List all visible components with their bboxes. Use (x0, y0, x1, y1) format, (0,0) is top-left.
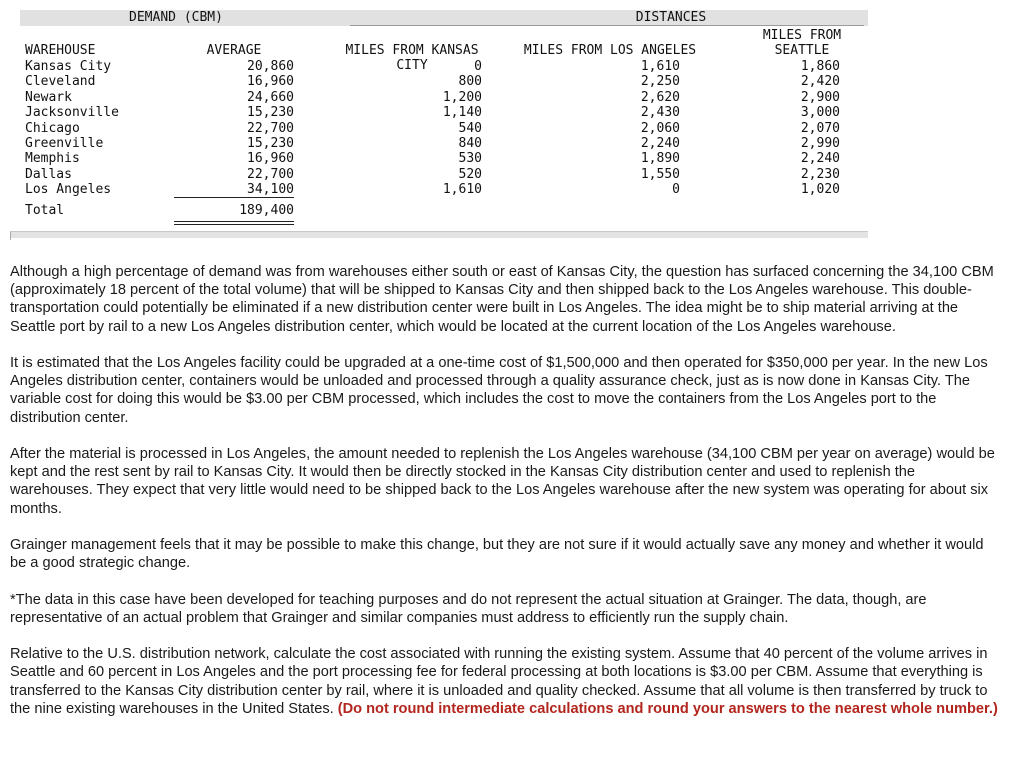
kansas-city-miles-cell: 800 (458, 74, 482, 90)
average-cell: 15,230 (247, 105, 294, 121)
table-group-header (20, 10, 868, 26)
paragraph: Although a high percentage of demand was from warehouses either south or east of Kansas City, the question has surfaced concerning the 34,100 CBM (approximately 18 percent of the total volume) that will be shipped to Kansas City and then shipped back to the Los Angeles warehouse. This double-transportation could potentially be eliminated if a new distribution center were built in Los Angeles. The idea might be to ship material arriving at the Seattle port by rail to a new Los Angeles distribution center, which would be located at the current location of the Los Angeles warehouse. (10, 264, 994, 335)
average-cell: 16,960 (247, 151, 294, 167)
los-angeles-miles-cell: 2,430 (640, 105, 680, 121)
seattle-miles-cell: 2,900 (800, 89, 840, 105)
los-angeles-miles-cell: 1,550 (640, 166, 680, 182)
question-text: Relative to the U.S. distribution network, calculate the cost associated with running the existing system. Assume that 40 percent of the volume arrives in Seattle and 60 percent in Los Angeles and the port processing fee for federal processing at both locations is $3.00 per CBM. Assume that everything is transferred to the Kansas City distribution center by rail, where it is unloaded and quality checked. Assume that all volume is then transferred by truck to the nine existing warehouses in the United States. (10, 646, 988, 717)
average-cell: 16,960 (247, 74, 294, 90)
question (10, 645, 1000, 718)
kansas-city-miles-cell: 1,610 (442, 182, 482, 198)
seattle-miles-cell: 2,990 (800, 135, 840, 151)
data-table (0, 0, 1024, 240)
warehouse-cell: Chicago (25, 120, 80, 136)
col-header-seattle (740, 28, 864, 59)
los-angeles-miles-cell: 2,060 (640, 120, 680, 136)
los-angeles-column (494, 59, 680, 198)
kansas-city-miles-cell: 0 (474, 59, 482, 74)
los-angeles-miles-cell: 0 (672, 182, 680, 198)
kansas-city-miles-cell: 1,140 (442, 105, 482, 121)
seattle-miles-cell: 1,020 (800, 182, 840, 198)
paragraph: After the material is processed in Los Angeles, the amount needed to replenish the Los Angeles warehouse (34,100 CBM per year on average) would be kept and the rest sent by rail to Kansas City. It would then be directly stocked in the Kansas City distribution center and used to replenish the warehouses. They expect that very little would need to be shipped back to the Los Angeles warehouse after the new system was operating for about six months. (10, 446, 995, 517)
rounding-instruction: (Do not round intermediate calculations and round your answers to the nearest whole number.) (337, 700, 998, 717)
kansas-city-column (336, 59, 482, 198)
seattle-column (740, 59, 840, 198)
seattle-miles-cell: 2,420 (800, 74, 840, 90)
seattle-miles-cell: 2,240 (800, 151, 840, 167)
warehouse-column (25, 59, 119, 198)
los-angeles-miles-cell: 2,620 (640, 89, 680, 105)
total-average: 189,400 (239, 203, 294, 218)
seattle-miles-cell: 2,230 (800, 166, 840, 182)
col-header-kansas-city: MILES FROM KANSAS CITY (345, 43, 479, 74)
average-cell: 22,700 (247, 166, 294, 182)
distances-underline (350, 25, 864, 26)
average-cell: 34,100 (247, 182, 294, 198)
warehouse-cell: Greenville (25, 135, 104, 151)
warehouse-cell: Memphis (25, 151, 80, 167)
kansas-city-miles-cell: 540 (458, 120, 482, 136)
table-footer-band (10, 231, 868, 238)
case-text (10, 263, 1000, 736)
los-angeles-miles-cell: 1,890 (640, 151, 680, 167)
los-angeles-miles-cell: 2,240 (640, 135, 680, 151)
total-double-rule-bottom (174, 224, 294, 225)
warehouse-cell: Jacksonville (25, 105, 119, 121)
col-header-average: AVERAGE (206, 43, 262, 58)
average-cell: 24,660 (247, 89, 294, 105)
kansas-city-miles-cell: 1,200 (442, 89, 482, 105)
average-cell: 22,700 (247, 120, 294, 136)
warehouse-cell: Los Angeles (25, 182, 112, 198)
average-cell: 15,230 (247, 135, 294, 151)
distances-group-header: DISTANCES (635, 10, 707, 25)
seattle-miles-cell: 1,860 (800, 59, 840, 74)
warehouse-cell: Cleveland (25, 74, 96, 90)
average-cell: 20,860 (247, 59, 294, 74)
seattle-miles-cell: 3,000 (800, 105, 840, 121)
col-header-los-angeles: MILES FROM LOS ANGELES (523, 43, 697, 58)
paragraph: It is estimated that the Los Angeles facility could be upgraded at a one-time cost of $1,500,000 and then operated for $350,000 per year. In the new Los Angeles distribution center, containers would be unloaded and processed through a quality assurance check, just as is now done in Kansas City. The variable cost for doing this would be $3.00 per CBM processed, which includes the cost to move the containers from the Los Angeles port to the distribution center. (10, 355, 988, 426)
kansas-city-miles-cell: 840 (458, 135, 482, 151)
seattle-miles-cell: 2,070 (800, 120, 840, 136)
warehouse-cell: Newark (25, 89, 72, 105)
average-column (174, 59, 294, 198)
subtotal-rule (174, 197, 294, 198)
col-header-warehouse: WAREHOUSE (25, 43, 96, 58)
warehouse-cell: Dallas (25, 166, 72, 182)
total-label: Total (25, 203, 65, 218)
footnote: *The data in this case have been developed for teaching purposes and do not represent the actual situation at Grainger. The data, though, are representative of an actual problem that Grainger and similar companies must address to efficiently run the supply chain. (10, 591, 927, 626)
col-header-seattle-line2: SEATTLE (774, 43, 830, 59)
warehouse-cell: Kansas City (25, 59, 112, 74)
los-angeles-miles-cell: 1,610 (640, 59, 680, 74)
total-double-rule-top (174, 221, 294, 222)
los-angeles-miles-cell: 2,250 (640, 74, 680, 90)
col-header-seattle-line1: MILES FROM (762, 28, 842, 43)
demand-group-header: DEMAND (CBM) (129, 10, 223, 25)
paragraph: Grainger management feels that it may be possible to make this change, but they are not sure if it would actually save any money and whether it would be a good strategic change. (10, 537, 984, 572)
kansas-city-miles-cell: 520 (458, 166, 482, 182)
kansas-city-miles-cell: 530 (458, 151, 482, 167)
